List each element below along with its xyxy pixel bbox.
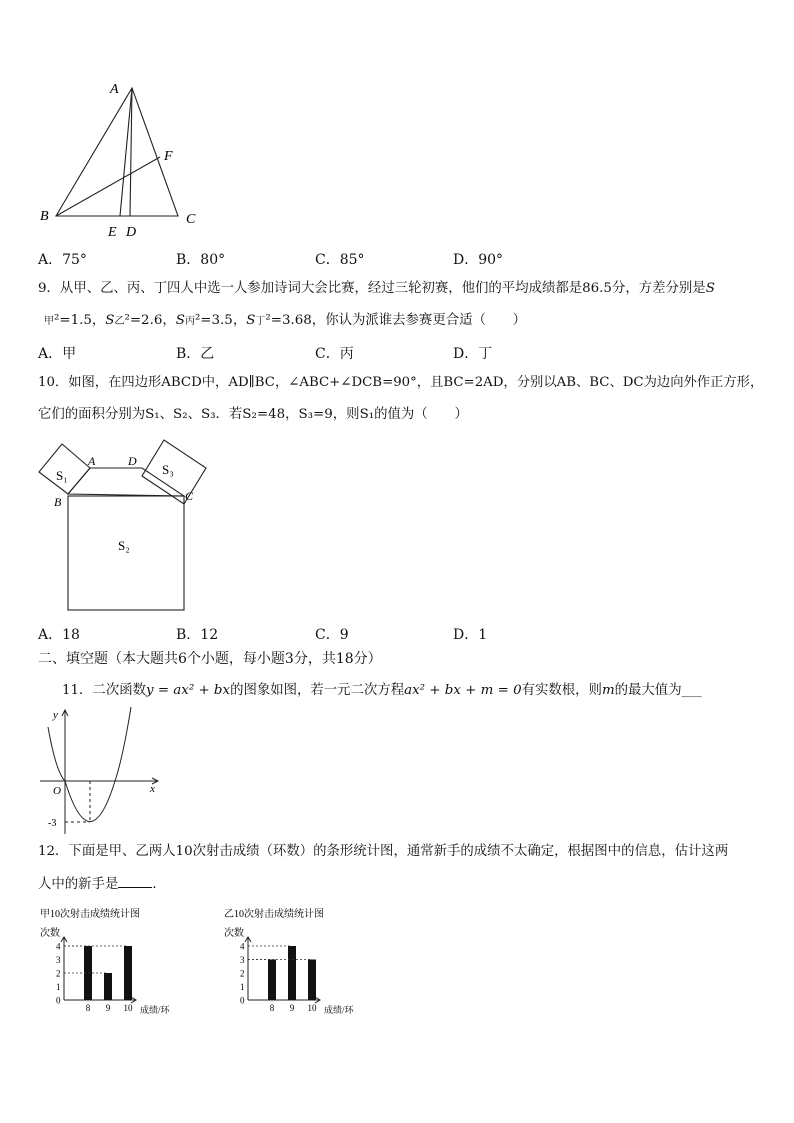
q12-answer-blank bbox=[118, 875, 152, 888]
x-tick-label: 9 bbox=[289, 1003, 295, 1013]
q12-line2-suffix: ． bbox=[152, 877, 166, 892]
label-e: E bbox=[108, 225, 117, 240]
q9-sub-jia: 甲 bbox=[44, 316, 54, 327]
q11-equation: ax² + bx + m = 0 bbox=[404, 683, 522, 698]
label-b: B bbox=[40, 209, 49, 224]
label-a: A bbox=[110, 82, 119, 97]
x-tick-label: 8 bbox=[269, 1003, 275, 1013]
q9-s-letter: S bbox=[705, 281, 715, 296]
square-s2 bbox=[68, 496, 184, 610]
parabola-curve bbox=[48, 707, 131, 822]
q9-var-jia: ²=1.5， bbox=[54, 313, 106, 328]
label-s2: S₂ bbox=[118, 538, 130, 553]
bar-10 bbox=[124, 946, 132, 1000]
y-tick-label: 3 bbox=[240, 955, 245, 965]
y-tick-label: 0 bbox=[240, 995, 245, 1006]
section2-title: 二、填空题（本大题共6个小题，每小题3分，共18分） bbox=[38, 651, 382, 667]
y-tick-label: 1 bbox=[56, 982, 61, 992]
bar-9 bbox=[104, 973, 112, 1000]
q8-option-a: A．75° bbox=[38, 252, 87, 268]
bar-10 bbox=[308, 960, 316, 1001]
chart-xlabel: 成绩/环 bbox=[140, 1005, 170, 1015]
q9-s-ding: S bbox=[246, 313, 256, 328]
label-f: F bbox=[164, 149, 173, 164]
q9-var-yi: ²=2.6， bbox=[124, 313, 176, 328]
y-tick-label: 2 bbox=[240, 968, 245, 979]
triangle-abc bbox=[56, 88, 178, 216]
q9-sub-ding: 丁 bbox=[255, 316, 266, 327]
q10-option-c: C．9 bbox=[315, 627, 349, 643]
q9-var-bing: ²=3.5， bbox=[194, 313, 247, 328]
bar-chart-yi bbox=[220, 905, 390, 1020]
x-tick-label: 9 bbox=[105, 1003, 111, 1013]
chart-title: 乙10次射击成绩统计图 bbox=[224, 909, 324, 920]
y-tick-label: 4 bbox=[56, 941, 61, 952]
q11-text bbox=[62, 682, 702, 700]
q9-option-a: A．甲 bbox=[38, 346, 77, 362]
q10-option-a: A．18 bbox=[38, 627, 80, 643]
graph-label-x: x bbox=[150, 783, 155, 795]
chart-xlabel: 成绩/环 bbox=[324, 1005, 354, 1015]
q9-option-d: D．丁 bbox=[453, 346, 493, 362]
y-tick-label: 0 bbox=[56, 995, 61, 1006]
label-s1: S₁ bbox=[56, 468, 68, 483]
q9-sub-yi: 乙 bbox=[114, 316, 125, 327]
triangle-figure bbox=[30, 72, 210, 244]
q8-option-d: D．90° bbox=[453, 252, 504, 268]
q9-text-line1 bbox=[38, 280, 715, 298]
label-d: D bbox=[128, 454, 137, 468]
q12-text-line2 bbox=[38, 875, 166, 894]
q12-text-line1: 12．下面是甲、乙两人10次射击成绩（环数）的条形统计图，通常新手的成绩不太确定，根据图中的信息，估计这两 bbox=[38, 844, 729, 859]
bar-9 bbox=[288, 946, 296, 1000]
chart-title: 甲10次射击成绩统计图 bbox=[40, 909, 140, 920]
chart-ylabel: 次数 bbox=[224, 928, 244, 939]
q9-option-b: B．乙 bbox=[176, 346, 215, 362]
q11-prefix: 11．二次函数 bbox=[62, 683, 146, 698]
q10-option-b: B．12 bbox=[176, 627, 219, 643]
label-d: D bbox=[126, 225, 137, 240]
graph-label-min: -3 bbox=[48, 818, 57, 829]
q11-suffix1: 有实数根，则 bbox=[521, 683, 602, 698]
label-s3: S₃ bbox=[162, 462, 174, 477]
parabola-graph bbox=[40, 702, 170, 836]
label-a: A bbox=[88, 454, 96, 468]
q9-text-line2 bbox=[44, 312, 526, 331]
q9-sub-bing: 丙 bbox=[184, 316, 195, 327]
label-b: B bbox=[54, 495, 62, 509]
q11-middle: 的图象如图，若一元二次方程 bbox=[230, 683, 405, 698]
y-tick-label: 4 bbox=[240, 941, 245, 952]
label-c: C bbox=[185, 489, 194, 503]
q12-line2-prefix: 人中的新手是 bbox=[38, 877, 119, 892]
q10-text-line2: 它们的面积分别为S₁、S₂、S₃．若S₂=48，S₃=9，则S₁的值为（ ） bbox=[38, 407, 468, 422]
square-s3 bbox=[142, 440, 206, 504]
y-tick-label: 1 bbox=[240, 982, 245, 992]
graph-label-y: y bbox=[53, 709, 58, 721]
graph-label-o: O bbox=[53, 785, 61, 797]
q9-option-c: C．丙 bbox=[315, 346, 354, 362]
q10-option-d: D．1 bbox=[453, 627, 488, 643]
quadrilateral-squares-figure bbox=[30, 438, 220, 618]
q11-var-m: m bbox=[601, 683, 615, 698]
q11-function: y = ax² + bx bbox=[146, 683, 231, 698]
bar-chart-jia bbox=[36, 905, 206, 1020]
y-tick-label: 2 bbox=[56, 968, 61, 979]
q10-text-line1: 10．如图，在四边形ABCD中，AD∥BC，∠ABC+∠DCB=90°，且BC=2AD，分别以AB、BC、DC为边向外作正方形， bbox=[38, 375, 764, 390]
q9-s-bing: S bbox=[175, 313, 185, 328]
x-tick-label: 10 bbox=[307, 1003, 317, 1013]
y-tick-label: 3 bbox=[56, 955, 61, 965]
q9-var-ding: ²=3.68，你认为派谁去参赛更合适（ ） bbox=[265, 313, 527, 328]
q9-stem: 9．从甲、乙、丙、丁四人中选一人参加诗词大会比赛，经过三轮初赛，他们的平均成绩都是86.5分，方差分别是 bbox=[38, 281, 706, 296]
q11-suffix2: 的最大值为___ bbox=[614, 683, 702, 698]
q8-option-b: B．80° bbox=[176, 252, 226, 268]
q9-s-yi: S bbox=[105, 313, 115, 328]
x-tick-label: 10 bbox=[123, 1003, 133, 1013]
bar-8 bbox=[268, 960, 276, 1001]
q8-option-c: C．85° bbox=[315, 252, 365, 268]
label-c: C bbox=[186, 212, 196, 227]
x-tick-label: 8 bbox=[85, 1003, 91, 1013]
segment-bf bbox=[56, 157, 160, 216]
chart-ylabel: 次数 bbox=[40, 928, 60, 939]
